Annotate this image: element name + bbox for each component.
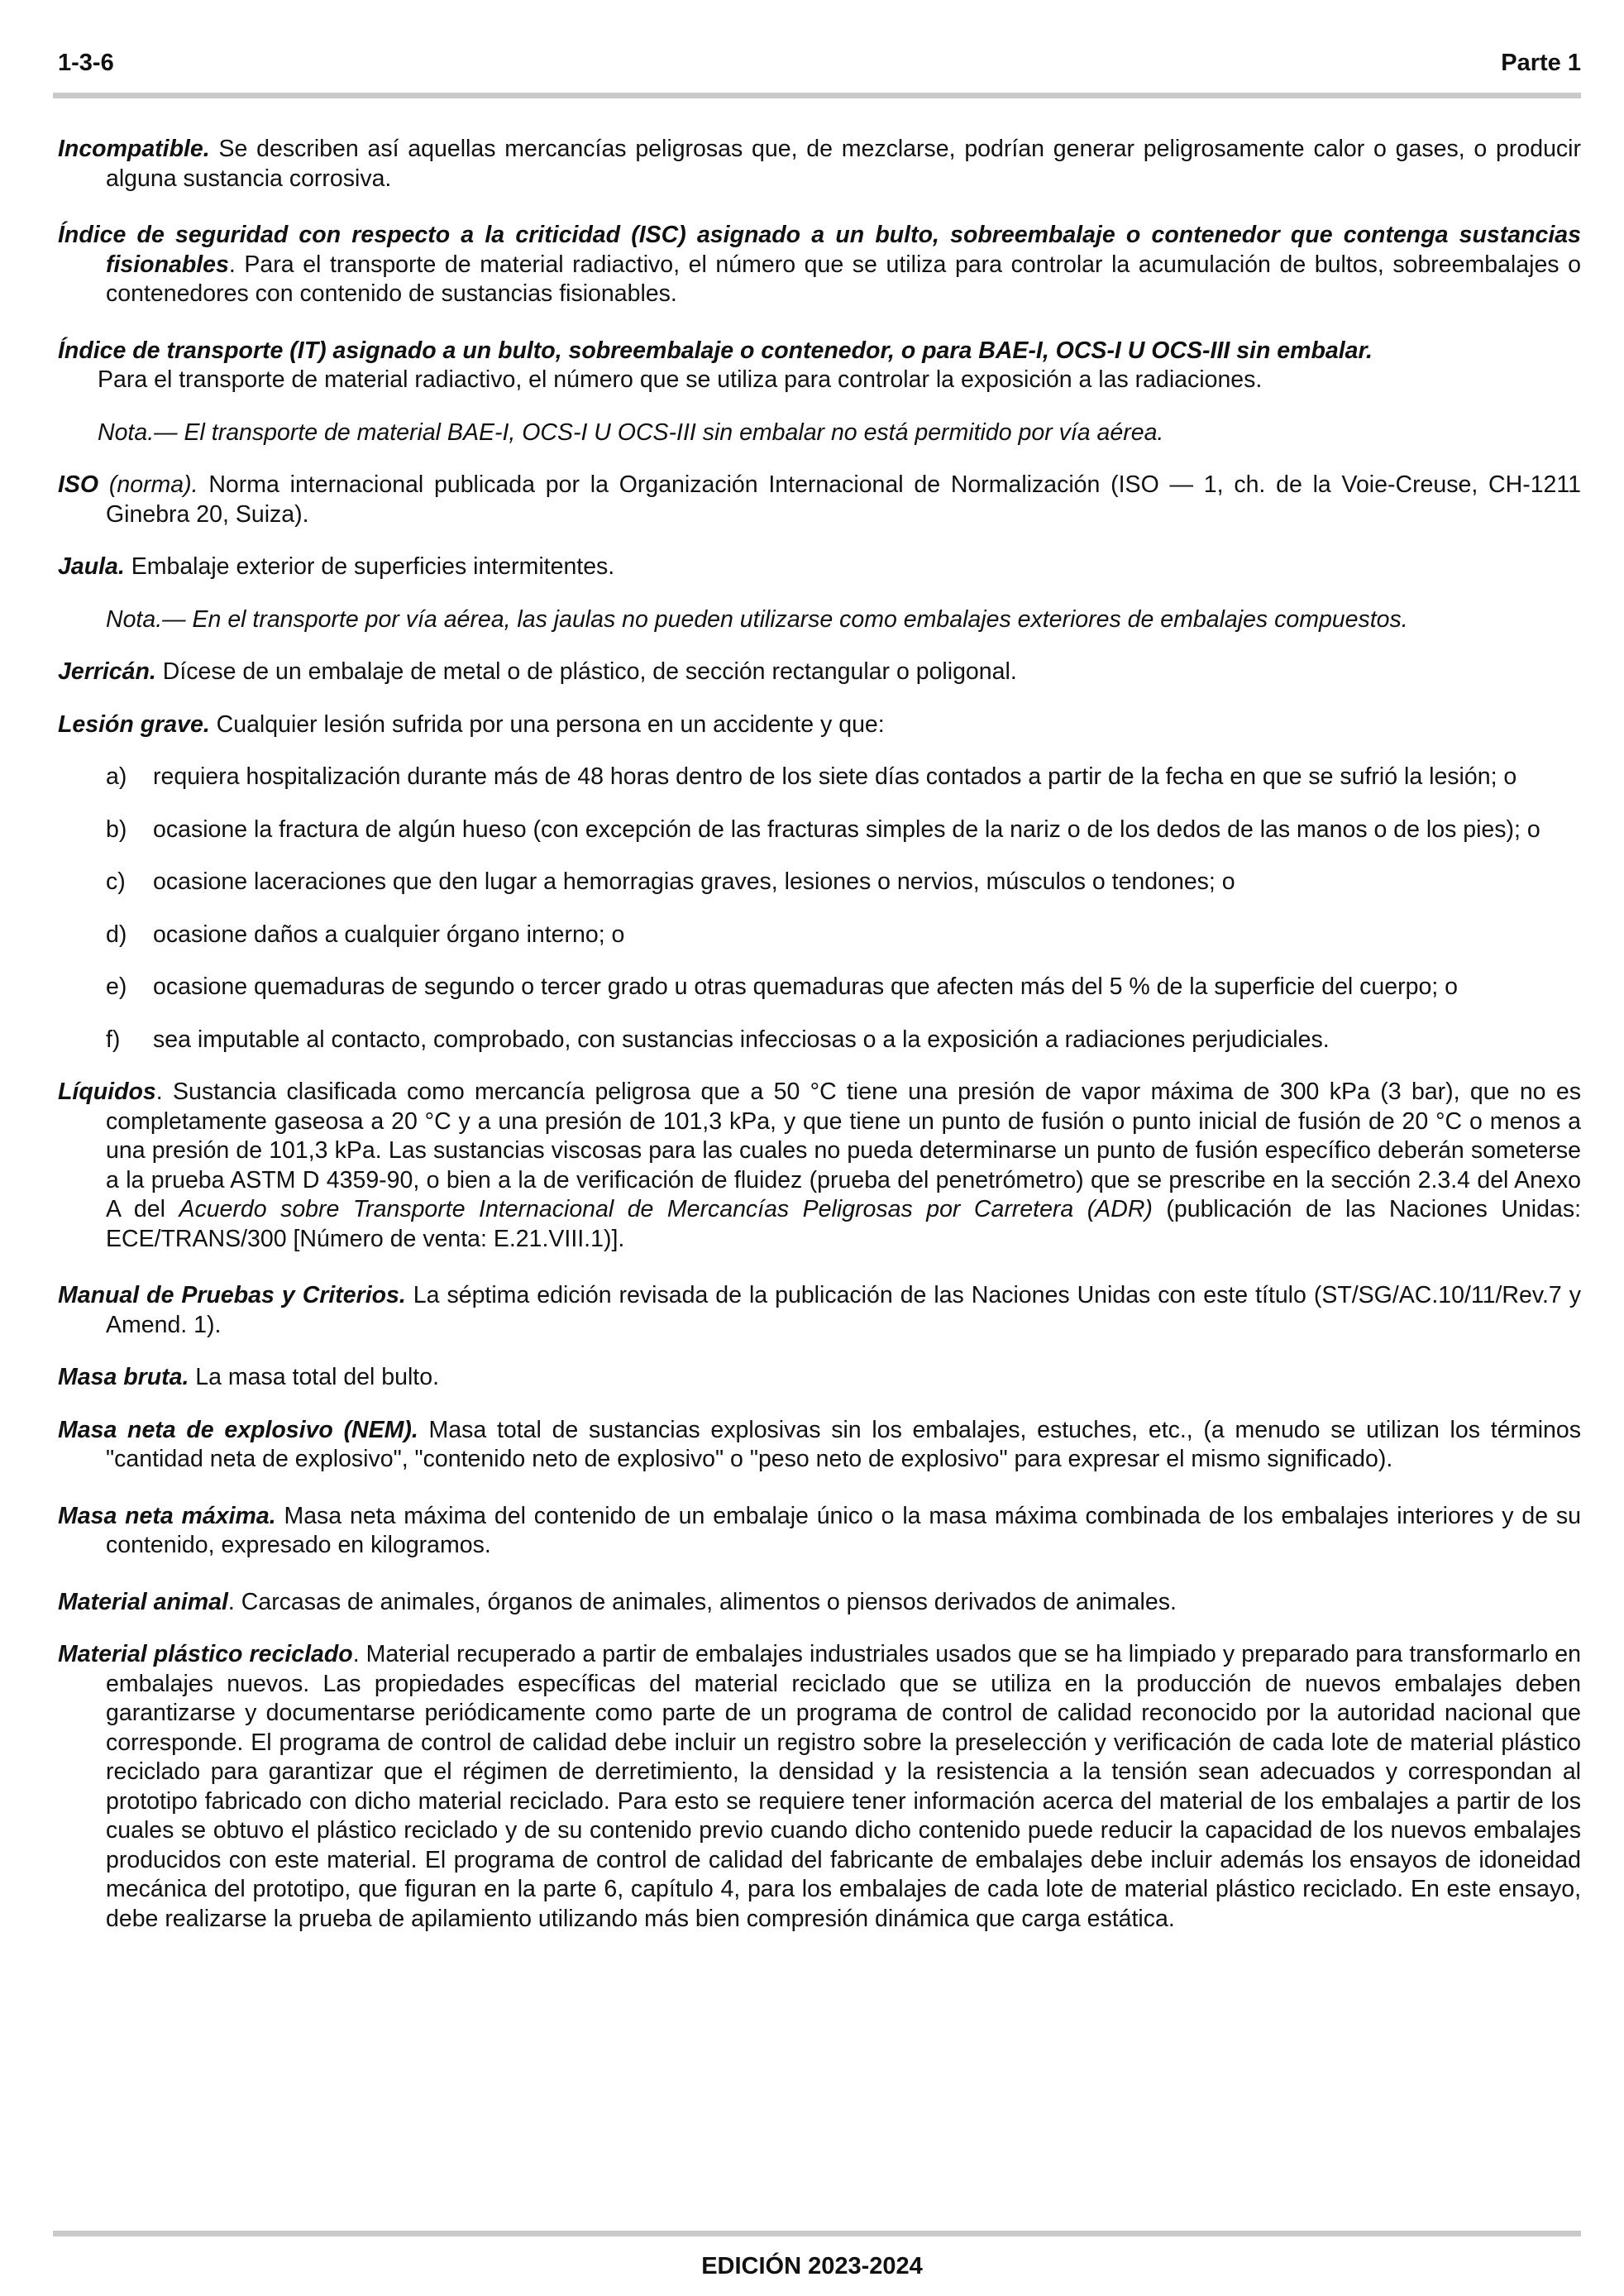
term-material-animal: Material animal — [58, 1588, 228, 1615]
definition-jaula — [58, 552, 1581, 582]
edition-footer: EDICIÓN 2023-2024 — [701, 2253, 923, 2279]
definition-incompatible — [58, 135, 1581, 194]
list-text: ocasione daños a cualquier órgano interno; o — [153, 921, 625, 948]
definition-nem — [58, 1416, 1581, 1475]
definition-text: . Material recuperado a partir de embalajes industriales usados que se ha limpiado y preparado para transformarlo en embalajes nuevos. Las propiedades específicas del material reciclado que se utiliza en la producción de nuevos embalajes deben garantizarse y documentarse periódicamente como parte de un programa de control de calidad reconocido por la autoridad nacional que corresponde. El programa de control de calidad debe incluir un registro sobre la preselección y verificación de cada lote de material plástico reciclado para garantizar que el régimen de derretimiento, la densidad y la resistencia a la tensión sean adecuados y correspondan al prototipo fabricado con dicho material reciclado. Para esto se requiere tener información acerca del material de los embalajes a partir de los cuales se obtuvo el plástico reciclado y de su contenido previo cuando dicho contenido puede reducir la capacidad de los nuevos embalajes producidos con este material. El programa de control de calidad del fabricante de embalajes debe incluir además los ensayos de idoneidad mecánica del prototipo, que figuran en la parte 6, capítulo 4, para los embalajes de cada lote de material plástico reciclado. En este ensayo, debe realizarse la prueba de apilamiento utilizando más bien compresión dinámica que carga estática. — [106, 1641, 1581, 1932]
term-incompatible: Incompatible. — [58, 136, 210, 162]
definition-liquidos — [58, 1078, 1581, 1254]
term-jerrican: Jerricán. — [58, 658, 156, 685]
definition-text: . Sustancia clasificada como mercancía peligrosa que a 50 °C tiene una presión de vapor máxima de 300 kPa (3 bar), que no es completamente gaseosa a 20 °C y a una presión de 101,3 kPa, y que tiene un punto de fusión o punto inicial de fusión de 20 °C o menos a una presión de 101,3 kPa. Las sustancias viscosas para las cuales no pueda determinarse un punto de fusión específico deberán someterse a la prueba ASTM D 4359-90, o bien a la de verificación de fluidez (prueba del penetrómetro) que se prescribe en la sección 2.3.4 del Anexo A del — [106, 1079, 1581, 1222]
list-text: ocasione quemaduras de segundo o tercer grado u otras quemaduras que afecten más del 5 % de la superficie del cuerpo; o — [153, 973, 1458, 1000]
page-number: 1-3-6 — [58, 50, 114, 76]
list-item — [58, 921, 1581, 950]
definition-manual — [58, 1281, 1581, 1340]
definition-lesion-grave — [58, 710, 1581, 740]
term-masa-neta-maxima: Masa neta máxima. — [58, 1502, 276, 1529]
list-letter: e) — [106, 973, 127, 1000]
term-plastico-reciclado: Material plástico reciclado — [58, 1641, 353, 1667]
header-rule — [53, 93, 1581, 98]
part-label: Parte 1 — [1501, 50, 1581, 76]
definition-iso — [58, 471, 1581, 529]
term-it: Índice de transporte (IT) asignado a un bulto, sobreembalaje o contenedor, o para BAE-I, OCS-I U OCS-III sin embalar. — [58, 337, 1373, 364]
term-nem: Masa neta de explosivo (NEM). — [58, 1416, 418, 1443]
definitions-content — [58, 135, 1581, 1934]
list-letter: c) — [106, 868, 126, 895]
list-text: ocasione la fractura de algún hueso (con excepción de las fracturas simples de la nariz o de los dedos de las manos o de los pies); o — [153, 816, 1540, 843]
definition-plastico-reciclado — [58, 1640, 1581, 1934]
definition-text: Masa total de sustancias explosivas sin los embalajes, estuches, etc., (a menudo se utilizan los términos "cantidad neta de explosivo", "contenido neto de explosivo" o "peso neto de explosivo" para expresar el mismo significado). — [106, 1416, 1581, 1472]
definition-masa-neta-maxima — [58, 1502, 1581, 1561]
definition-text: . Carcasas de animales, órganos de animales, alimentos o piensos derivados de animales. — [227, 1588, 1177, 1615]
definition-it — [58, 337, 1581, 366]
definition-isc — [58, 221, 1581, 309]
note-it: Nota.— El transporte de material BAE-I, OCS-I U OCS-III sin embalar no está permitido por vía aérea. — [98, 419, 1164, 446]
term-masa-bruta: Masa bruta. — [58, 1364, 189, 1390]
term-manual: Manual de Pruebas y Criterios. — [58, 1282, 406, 1308]
list-item — [58, 868, 1581, 897]
term-iso-qualifier: (norma). — [98, 471, 198, 498]
term-isc: Índice de seguridad con respecto a la criticidad (ISC) asignado a un bulto, sobreembalaje o contenedor que contenga sustancias fisionables — [58, 222, 1581, 278]
definition-text: Embalaje exterior de superficies intermitentes. — [124, 553, 615, 580]
definition-it-text: Para el transporte de material radiactivo, el número que se utiliza para controlar la exposición a las radiaciones. — [98, 366, 1263, 393]
list-item — [58, 816, 1581, 845]
list-letter: b) — [106, 816, 127, 843]
list-item — [58, 973, 1581, 1002]
definition-material-animal — [58, 1588, 1581, 1618]
definition-text: Se describen así aquellas mercancías peligrosas que, de mezclarse, podrían generar peligrosamente calor o gases, o producir alguna sustancia corrosiva. — [106, 136, 1581, 192]
definition-masa-bruta — [58, 1363, 1581, 1393]
list-text: sea imputable al contacto, comprobado, con sustancias infecciosas o a la exposición a radiaciones perjudiciales. — [153, 1026, 1330, 1053]
footer-rule — [53, 2231, 1581, 2236]
list-text: ocasione laceraciones que den lugar a hemorragias graves, lesiones o nervios, músculos o tendones; o — [153, 868, 1235, 895]
definition-text: Cualquier lesión sufrida por una persona en un accidente y que: — [209, 710, 885, 738]
list-letter: a) — [106, 763, 127, 790]
definition-text: Dícese de un embalaje de metal o de plástico, de sección rectangular o poligonal. — [155, 658, 1017, 685]
list-item — [58, 763, 1581, 792]
adr-reference: Acuerdo sobre Transporte Internacional de Mercancías Peligrosas por Carretera (ADR) — [179, 1196, 1153, 1222]
list-item — [58, 1026, 1581, 1055]
term-jaula: Jaula. — [58, 553, 125, 580]
term-iso: ISO — [58, 471, 99, 498]
definition-text-cont: (publicación de las Naciones Unidas: ECE/TRANS/300 [Número de venta: E.21.VIII.1)]. — [106, 1196, 1581, 1252]
definition-jerrican — [58, 658, 1581, 687]
list-letter: f) — [106, 1026, 121, 1053]
page-header — [58, 50, 1581, 86]
definition-text: La masa total del bulto. — [189, 1364, 439, 1390]
list-letter: d) — [106, 921, 127, 948]
definition-text: La séptima edición revisada de la publicación de las Naciones Unidas con este título (ST/SG/AC.10/11/Rev.7 y Amend. 1). — [106, 1282, 1581, 1338]
note-jaula: Nota.— En el transporte por vía aérea, las jaulas no pueden utilizarse como embalajes exteriores de embalajes compuestos. — [106, 605, 1408, 633]
definition-text: Masa neta máxima del contenido de un embalaje único o la masa máxima combinada de los embalajes interiores y de su contenido, expresado en kilogramos. — [106, 1502, 1581, 1558]
lesion-criteria-list — [58, 763, 1581, 1055]
term-liquidos: Líquidos — [58, 1079, 156, 1105]
term-lesion-grave: Lesión grave. — [58, 710, 210, 738]
definition-text: Norma internacional publicada por la Organización Internacional de Normalización (ISO — 1, ch. de la Voie-Creuse, CH-1211 Ginebra 20, Suiza). — [106, 471, 1581, 528]
definition-text: . Para el transporte de material radiactivo, el número que se utiliza para controlar la acumulación de bultos, sobreembalajes o contenedores con contenido de sustancias fisionables. — [106, 251, 1581, 307]
list-text: requiera hospitalización durante más de 48 horas dentro de los siete días contados a partir de la fecha en que se sufrió la lesión; o — [153, 763, 1517, 790]
